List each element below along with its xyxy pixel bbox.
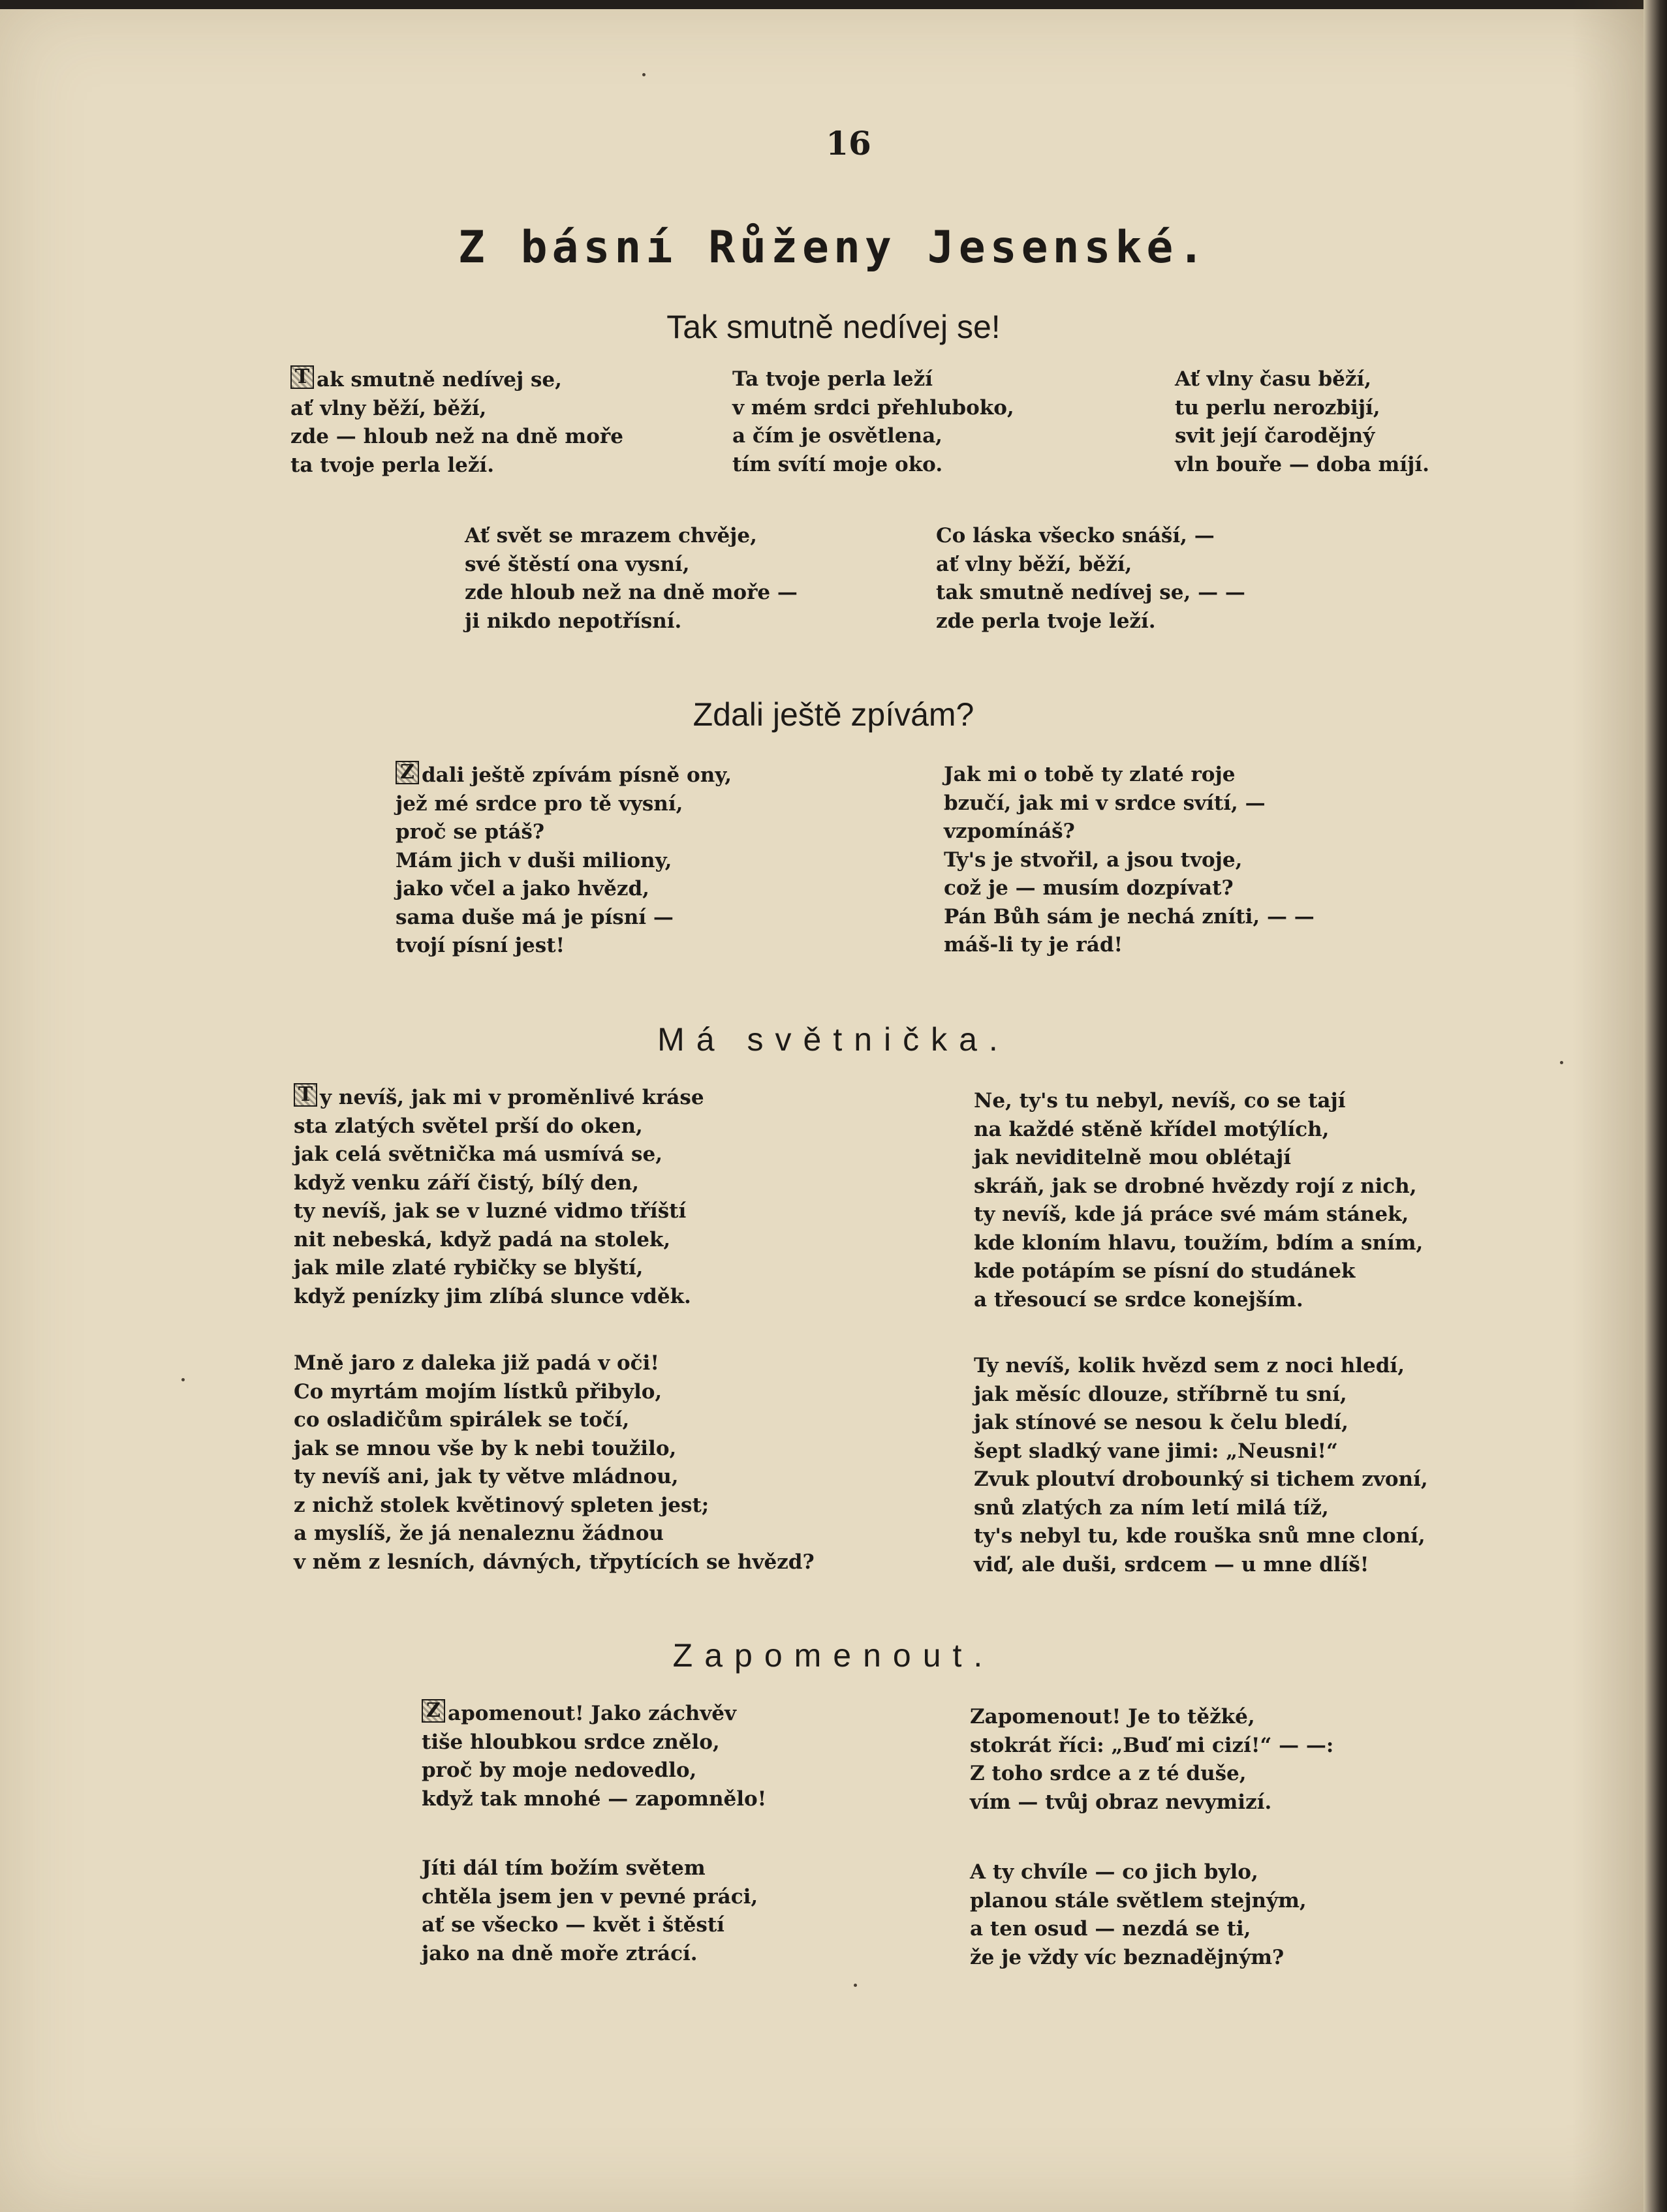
verse-line: vím — tvůj obraz nevymizí. — [970, 1790, 1272, 1814]
verse-line: z nichž stolek květinový spleten jest; — [294, 1493, 709, 1517]
verse-line: v něm z lesních, dávných, třpytících se hvězd? — [294, 1550, 815, 1574]
verse-line: proč by moje nedovedlo, — [422, 1759, 697, 1782]
verse-line: T y nevíš, jak mi v proměnlivé kráse — [294, 1083, 704, 1113]
verse-line: skráň, jak se drobné hvězdy rojí z nich, — [974, 1174, 1417, 1198]
verse-line: když penízky jim zlíbá slunce vděk. — [294, 1284, 691, 1308]
verse-line: když tak mnohé — zapomnělo! — [422, 1787, 767, 1811]
verse-line: Zapomenout! Je to těžké, — [970, 1705, 1255, 1728]
verse-line: jak mile zlaté rybičky se blyští, — [294, 1256, 644, 1280]
verse-line: Co myrtám mojím lístků přibylo, — [294, 1379, 662, 1404]
verse-line: když venku září čistý, bílý den, — [294, 1171, 640, 1195]
verse-line: ať vlny běží, běží, — [290, 396, 487, 420]
page-title: Z básní Růženy Jesenské. — [458, 222, 1209, 273]
verse-line: jak měsíc dlouze, stříbrně tu sní, — [974, 1382, 1347, 1406]
verse-line: Jak mi o tobě ty zlaté roje — [944, 763, 1236, 786]
verse-line: Z apomenout! Jako záchvěv — [422, 1699, 766, 1728]
verse-line: tvojí písní jest! — [396, 934, 565, 957]
verse-line: Mně jaro z daleka již padá v oči! — [294, 1351, 659, 1375]
verse-line: sta zlatých světel prší do oken, — [294, 1114, 643, 1138]
poem-title: Zdali ještě zpívám? — [693, 696, 974, 733]
verse-line: jak se mnou vše by k nebi toužilo, — [294, 1436, 677, 1460]
verse-line: zde perla tvoje leží. — [936, 609, 1156, 633]
stanza — [294, 1083, 704, 1311]
verse-line: na každé stěně křídel motýlích, — [974, 1117, 1330, 1141]
verse-line: ty nevíš, kde já práce své mám stánek, — [974, 1203, 1409, 1226]
verse-line: a ten osud — nezdá se ti, — [970, 1917, 1251, 1941]
verse-line: šept sladký vane jimi: „Neusni!“ — [974, 1439, 1338, 1463]
verse-line: Co láska všecko snáší, — — [936, 524, 1215, 547]
ornamental-initial: T — [290, 365, 314, 389]
paper-speck — [642, 73, 646, 76]
stanza — [422, 1854, 758, 1968]
verse-line: ať vlny běží, běží, — [936, 552, 1132, 576]
stanza — [936, 522, 1245, 636]
verse-line: kde potápím se písní do studánek — [974, 1259, 1356, 1283]
verse-line: tiše hloubkou srdce znělo, — [422, 1730, 720, 1754]
verse-line: jak stínové se nesou k čelu bledí, — [974, 1411, 1348, 1434]
verse-line: Ať svět se mrazem chvěje, — [465, 524, 757, 547]
verse-line: Ty nevíš, kolik hvězd sem z noci hledí, — [974, 1354, 1405, 1377]
verse-line: máš-li ty je rád! — [944, 933, 1123, 957]
verse-line: zde hloub než na dně moře — — [465, 581, 798, 604]
verse-line: co osladičům spirálek se točí, — [294, 1408, 630, 1432]
verse-line: chtěla jsem jen v pevné práci, — [422, 1884, 758, 1909]
verse-line: Ne, ty's tu nebyl, nevíš, co se tají — [974, 1089, 1346, 1113]
verse-line: Ta tvoje perla leží — [732, 367, 933, 391]
verse-line: Ať vlny času běží, — [1175, 367, 1372, 391]
verse-line: jak neviditelně mou oblétají — [974, 1146, 1292, 1169]
verse-line: ji nikdo nepotřísní. — [465, 609, 682, 633]
verse-line: proč se ptáš? — [396, 820, 545, 844]
verse-line: snů zlatých za ním letí milá tíž, — [974, 1496, 1329, 1520]
verse-line: své štěstí ona vysní, — [465, 552, 690, 576]
paper-speck — [1560, 1061, 1563, 1064]
verse-line: A ty chvíle — co jich bylo, — [970, 1860, 1258, 1884]
verse-line: zde — hloub než na dně moře — [290, 425, 623, 448]
verse-line: Mám jich v duši miliony, — [396, 848, 672, 872]
verse-line: v mém srdci přehluboko, — [732, 395, 1014, 420]
verse-line: Z toho srdce a z té duše, — [970, 1762, 1247, 1785]
verse-line: sama duše má je písní — — [396, 905, 674, 929]
verse-line: Z dali ještě zpívám písně ony, — [396, 761, 732, 790]
stanza — [1175, 365, 1429, 479]
verse-line: a myslíš, že já nenaleznu žádnou — [294, 1522, 664, 1545]
poem-title: Má světnička. — [657, 1021, 1010, 1058]
verse-line: a čím je osvětlena, — [732, 424, 943, 448]
verse-line: ty nevíš ani, jak ty větve mládnou, — [294, 1465, 679, 1488]
verse-line: což je — musím dozpívat? — [944, 876, 1234, 900]
verse-line: Pán Bůh sám je nechá zníti, — — — [944, 904, 1315, 929]
stanza — [944, 761, 1315, 960]
verse-line: ty's nebyl tu, kde rouška snů mne cloní, — [974, 1524, 1426, 1548]
verse-line: a třesoucí se srdce konejším. — [974, 1287, 1303, 1312]
stanza — [974, 1087, 1423, 1314]
verse-line: viď, ale duši, srdcem — u mne dlíš! — [974, 1552, 1369, 1576]
verse-line: Zvuk ploutví drobounký si tichem zvoní, — [974, 1467, 1428, 1491]
stanza — [290, 365, 623, 480]
verse-line: jako včel a jako hvězd, — [396, 877, 649, 900]
stanza — [732, 365, 1014, 479]
paper-speck — [854, 1984, 857, 1987]
ornamental-initial: Z — [422, 1699, 445, 1723]
verse-line: vzpomínáš? — [944, 820, 1075, 843]
ornamental-initial: T — [294, 1083, 317, 1107]
verse-line: svit její čarodějný — [1175, 424, 1375, 448]
stanza — [970, 1858, 1307, 1972]
verse-line: jež mé srdce pro tě vysní, — [396, 791, 683, 816]
verse-line: vln bouře — doba míjí. — [1175, 452, 1429, 476]
verse-line: tak smutně nedívej se, — — — [936, 581, 1245, 604]
stanza — [974, 1352, 1428, 1579]
verse-line: jako na dně moře ztrácí. — [422, 1941, 698, 1965]
verse-line: ta tvoje perla leží. — [290, 453, 494, 477]
verse-line: Ty's je stvořil, a jsou tvoje, — [944, 848, 1243, 872]
page-number: 16 — [826, 124, 871, 162]
verse-line: nit nebeská, když padá na stolek, — [294, 1227, 671, 1252]
stanza — [294, 1349, 815, 1576]
stanza — [396, 761, 732, 960]
verse-line: planou stále světlem stejným, — [970, 1888, 1307, 1912]
poem-title: Tak smutně nedívej se! — [666, 309, 1001, 345]
verse-line: tím svítí moje oko. — [732, 452, 943, 476]
verse-line: kde kloním hlavu, toužím, bdím a sním, — [974, 1231, 1424, 1255]
poem-title: Zapomenout. — [672, 1637, 995, 1674]
verse-line: že je vždy víc beznadějným? — [970, 1945, 1285, 1969]
verse-line: ať se všecko — květ i štěstí — [422, 1913, 724, 1937]
verse-line: T ak smutně nedívej se, — [290, 365, 623, 395]
stanza — [970, 1703, 1333, 1817]
scan-top-edge — [0, 0, 1667, 9]
verse-line: jak celá světnička má usmívá se, — [294, 1143, 662, 1166]
stanza — [465, 522, 798, 636]
paper-speck — [181, 1378, 185, 1381]
verse-line: stokrát říci: „Buď mi cizí!“ — —: — [970, 1733, 1334, 1757]
ornamental-initial: Z — [396, 761, 419, 784]
verse-line: bzučí, jak mi v srdce svítí, — — [944, 791, 1266, 815]
verse-line: Jíti dál tím božím světem — [422, 1856, 706, 1880]
verse-line: tu perlu nerozbijí, — [1175, 395, 1380, 420]
verse-line: ty nevíš, jak se v luzné vidmo tříští — [294, 1199, 687, 1223]
stanza — [422, 1699, 766, 1813]
